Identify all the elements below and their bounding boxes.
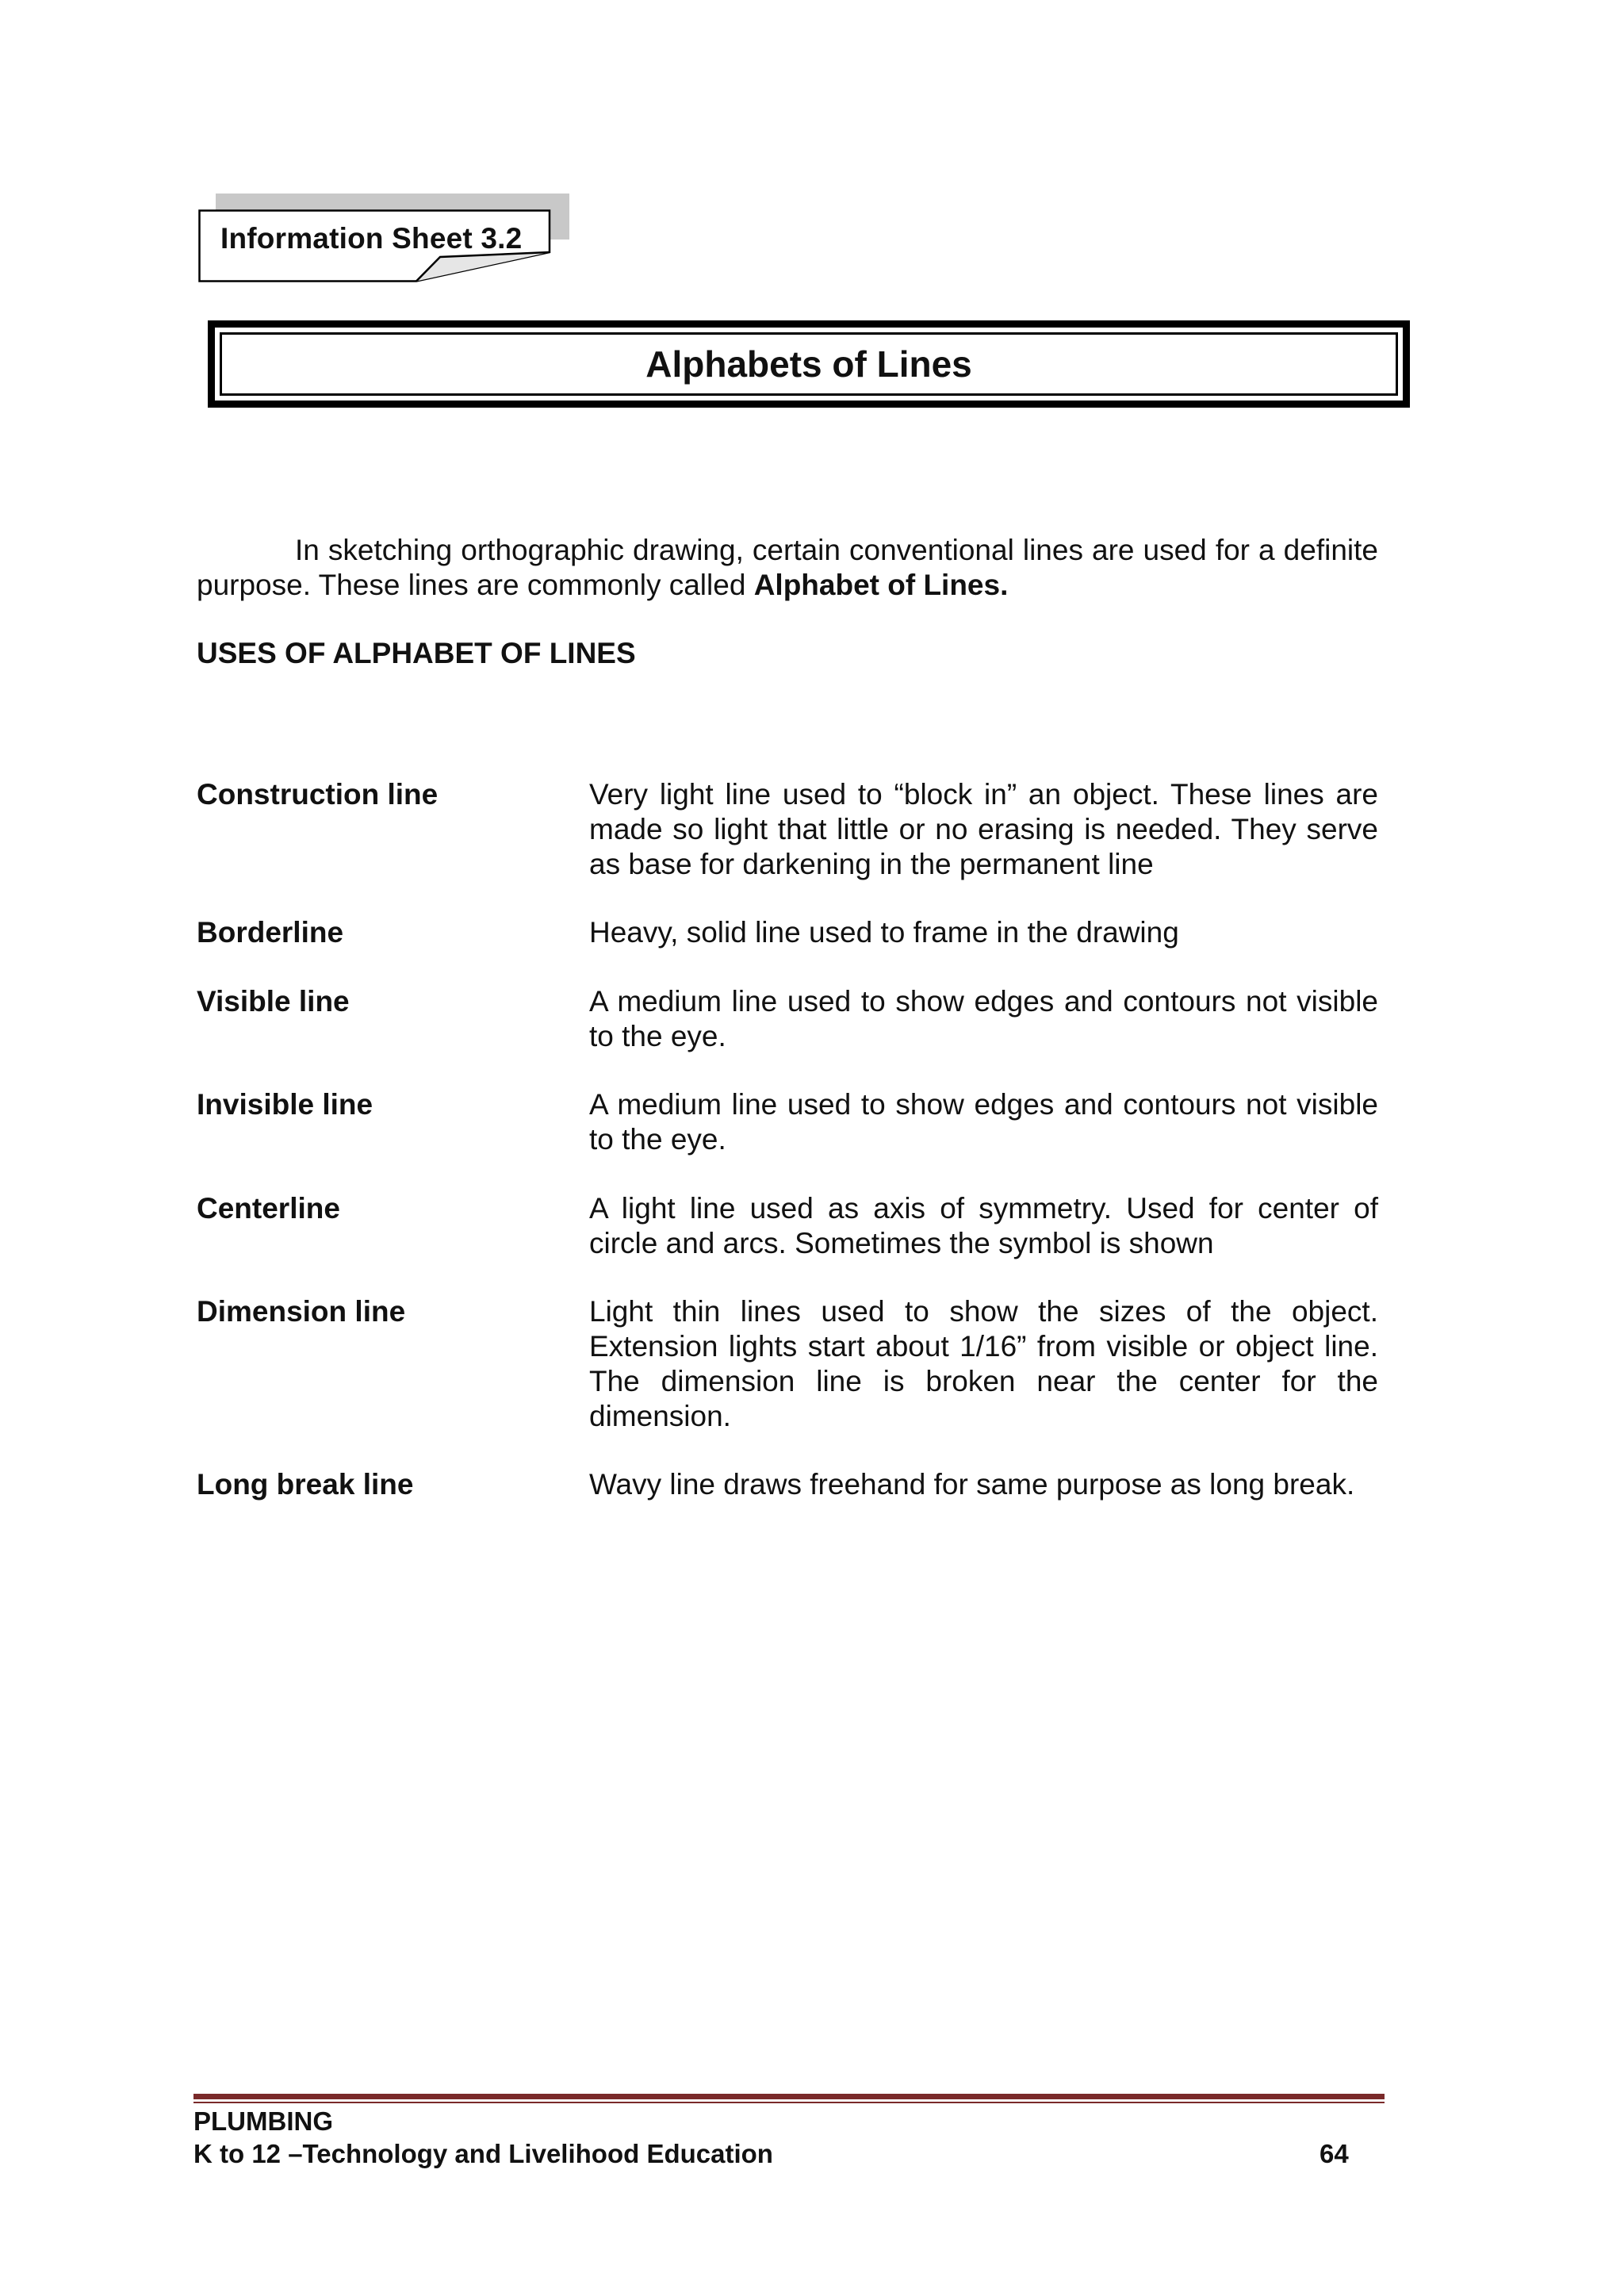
footer-course: K to 12 –Technology and Livelihood Education — [193, 2139, 773, 2168]
term-label: Invisible line — [197, 1088, 373, 1121]
intro-paragraph — [197, 533, 1378, 603]
term-label: Construction line — [197, 778, 439, 811]
term-definition: Very light line used to “block in” an object. These lines are made so light that little or no erasing is needed. They serve as base for darkening in the permanent line — [589, 778, 1378, 880]
term-definition: A medium line used to show edges and contours not visible to the eye. — [589, 985, 1378, 1052]
information-sheet-tab — [198, 209, 552, 282]
title-frame-inner — [220, 332, 1398, 396]
title-frame — [208, 320, 1410, 408]
footer-rule — [193, 2094, 1385, 2099]
term-definition: Heavy, solid line used to frame in the drawing — [589, 916, 1179, 949]
section-heading: USES OF ALPHABET OF LINES — [197, 637, 636, 669]
term-label: Centerline — [197, 1192, 340, 1225]
footer-rule-thin — [193, 2102, 1385, 2103]
sheet-tab-label: Information Sheet 3.2 — [220, 222, 523, 255]
page-title: Alphabets of Lines — [645, 343, 972, 385]
term-label: Dimension line — [197, 1295, 406, 1328]
term-definition: Light thin lines used to show the sizes of the object. Extension lights start about 1/16” from visible or object line. The dimension line is broken near the center for the dimension. — [589, 1295, 1378, 1432]
page-number: 64 — [1320, 2139, 1349, 2168]
intro-bold-term: Alphabet of Lines. — [753, 569, 1009, 601]
term-definition: Wavy line draws freehand for same purpose as long break. — [589, 1468, 1355, 1501]
term-label: Visible line — [197, 985, 350, 1018]
term-label: Long break line — [197, 1468, 414, 1501]
term-definition: A light line used as axis of symmetry. Used for center of circle and arcs. Sometimes the symbol is shown — [589, 1192, 1378, 1259]
term-label: Borderline — [197, 916, 344, 949]
footer-subject: PLUMBING — [193, 2106, 333, 2136]
intro-text: In sketching orthographic drawing, certain conventional lines are used for a definite purpose. These lines are commonly called — [197, 534, 1378, 601]
term-definition: A medium line used to show edges and contours not visible to the eye. — [589, 1088, 1378, 1156]
